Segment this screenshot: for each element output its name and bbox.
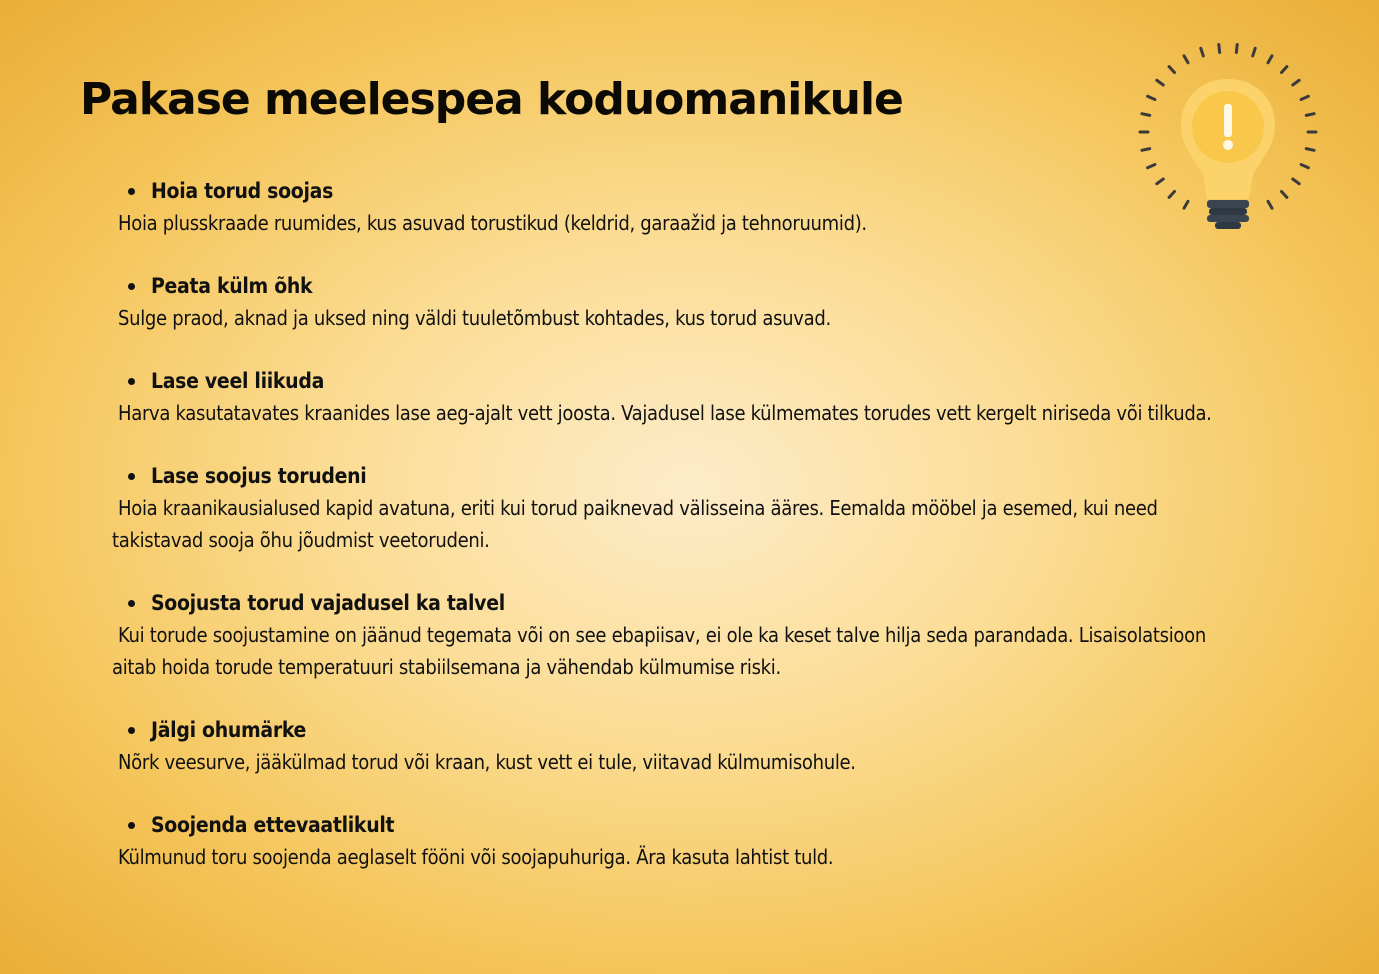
tip-body: Hoia kraanikausialused kapid avatuna, eriti kui torud paiknevad välisseina ääres. Eemalda mööbel ja esemed, kui need takistavad sooja õhu jõudmist veetorudeni. xyxy=(112,496,1158,552)
bullet-icon xyxy=(128,822,135,829)
bullet-icon xyxy=(128,378,135,385)
tip-title: Soojusta torud vajadusel ka talvel xyxy=(151,591,505,615)
tip-title: Soojenda ettevaatlikult xyxy=(151,813,395,837)
bullet-icon xyxy=(128,600,135,607)
tip-item xyxy=(112,809,1242,873)
bullet-icon xyxy=(128,188,135,195)
tip-item xyxy=(112,270,1242,334)
tip-title: Lase veel liikuda xyxy=(151,369,325,393)
tip-title: Jälgi ohumärke xyxy=(151,718,307,742)
tip-body: Kui torude soojustamine on jäänud tegemata või on see ebapiisav, ei ole ka keset talve hilja seda parandada. Lisaisolatsioon aitab hoida torude temperatuuri stabiilsemana ja vähendab külmumise riski. xyxy=(112,623,1206,679)
tip-body: Hoia plusskraade ruumides, kus asuvad torustikud (keldrid, garaažid ja tehnoruumid). xyxy=(118,211,867,235)
tip-body: Harva kasutatavates kraanides lase aeg-ajalt vett joosta. Vajadusel lase külmemates torudes vett kergelt niriseda või tilkuda. xyxy=(118,401,1212,425)
tip-item xyxy=(112,460,1242,556)
tip-body: Sulge praod, aknad ja uksed ning väldi tuuletõmbust kohtades, kus torud asuvad. xyxy=(118,306,831,330)
tip-body: Nõrk veesurve, jääkülmad torud või kraan, kust vett ei tule, viitavad külmumisohule. xyxy=(118,750,856,774)
bullet-icon xyxy=(128,283,135,290)
page-title: Pakase meelespea koduomanikule xyxy=(80,74,903,125)
tip-item xyxy=(112,587,1242,683)
tip-item xyxy=(112,175,1242,239)
tip-item xyxy=(112,714,1242,778)
bullet-icon xyxy=(128,473,135,480)
tip-title: Lase soojus torudeni xyxy=(151,464,367,488)
tip-body: Külmunud toru soojenda aeglaselt fööni või soojapuhuriga. Ära kasuta lahtist tuld. xyxy=(118,845,834,869)
tip-title: Hoia torud soojas xyxy=(151,179,334,203)
tips-list xyxy=(112,175,1242,904)
tip-item xyxy=(112,365,1242,429)
tip-title: Peata külm õhk xyxy=(151,274,313,298)
bullet-icon xyxy=(128,727,135,734)
